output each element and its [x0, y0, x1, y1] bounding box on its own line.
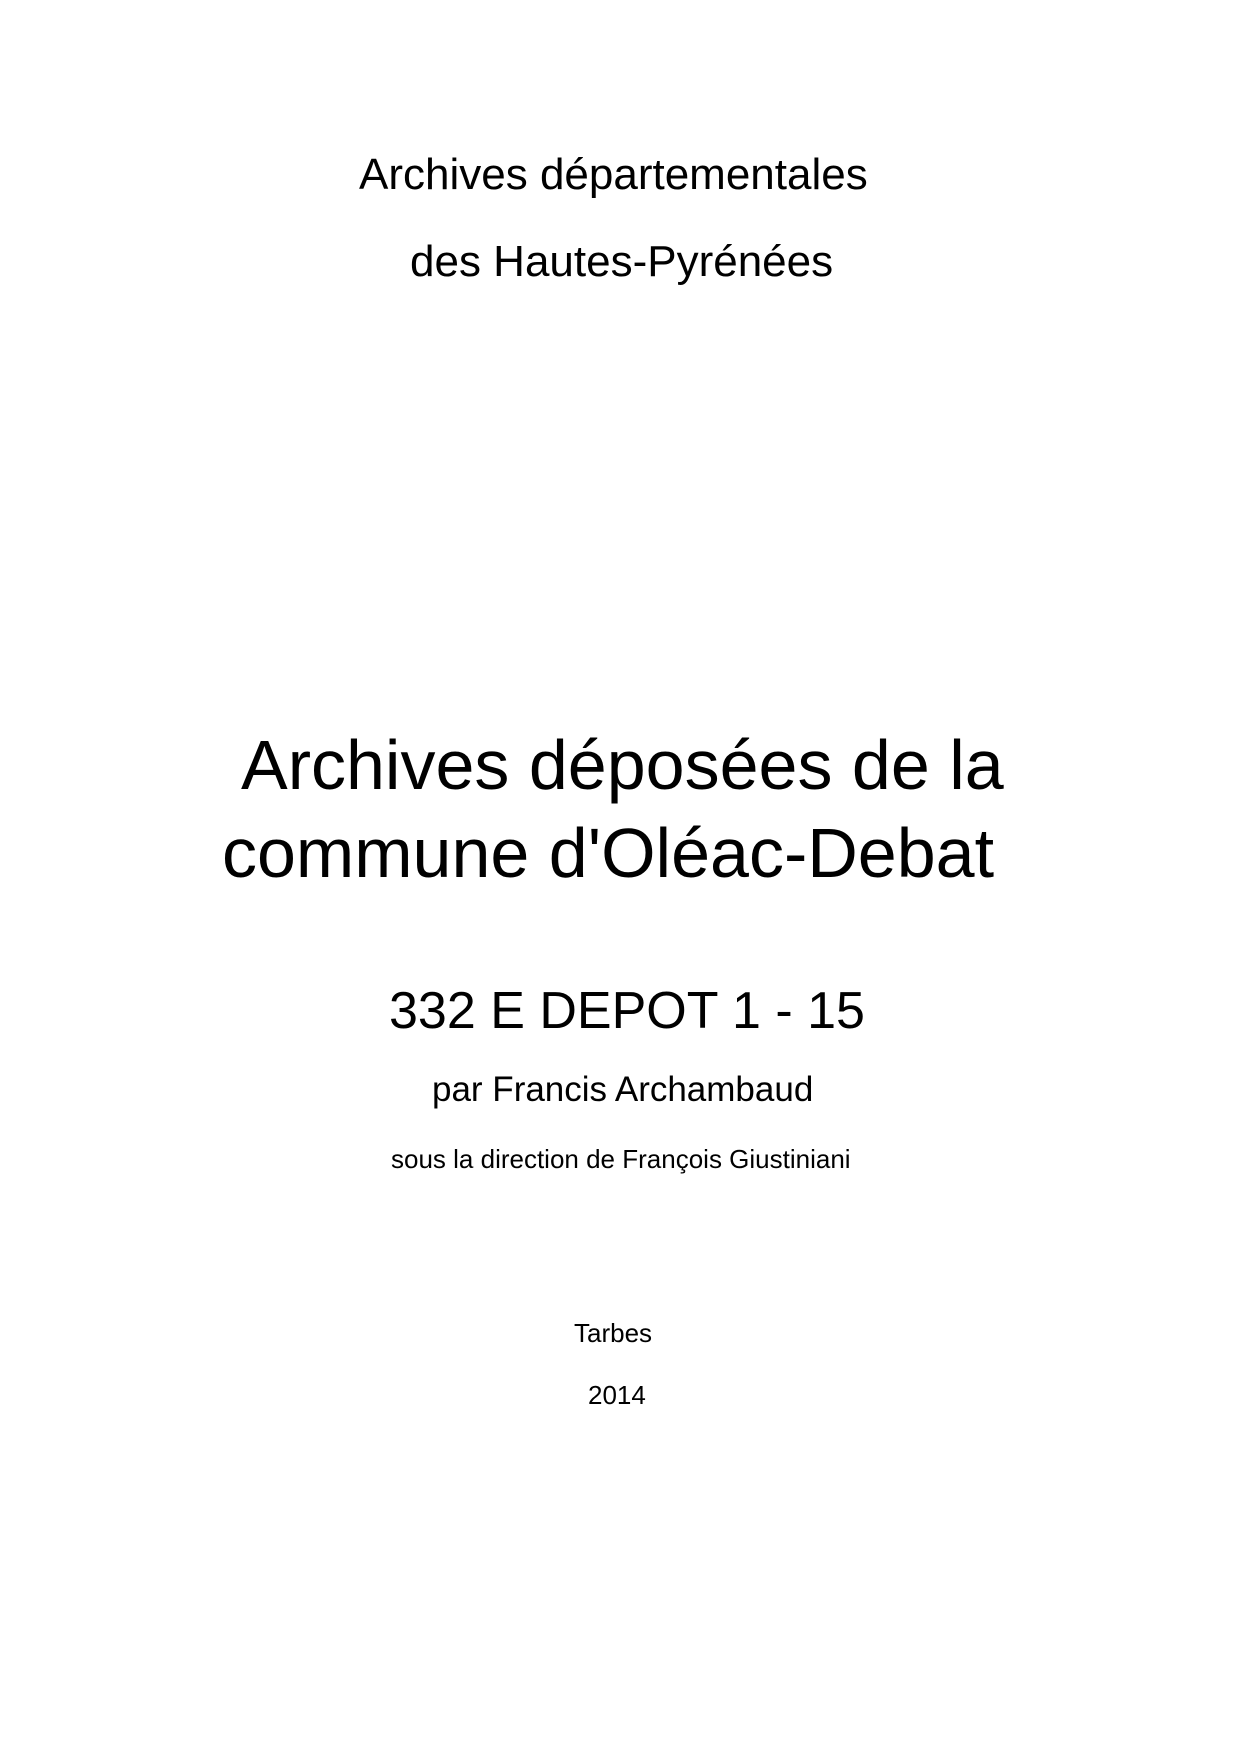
author-line: par Francis Archambaud: [432, 1070, 814, 1109]
institution-line-1: Archives départementales: [359, 150, 868, 199]
publication-year: 2014: [588, 1380, 646, 1410]
title-line-2: commune d'Oléac-Debat: [222, 814, 995, 892]
title-line-1: Archives déposées de la: [241, 726, 1004, 804]
reference-code: 332 E DEPOT 1 - 15: [389, 982, 865, 1040]
institution-line-2: des Hautes-Pyrénées: [410, 237, 834, 286]
direction-line: sous la direction de François Giustiniani: [391, 1144, 851, 1174]
publication-place: Tarbes: [574, 1318, 653, 1348]
